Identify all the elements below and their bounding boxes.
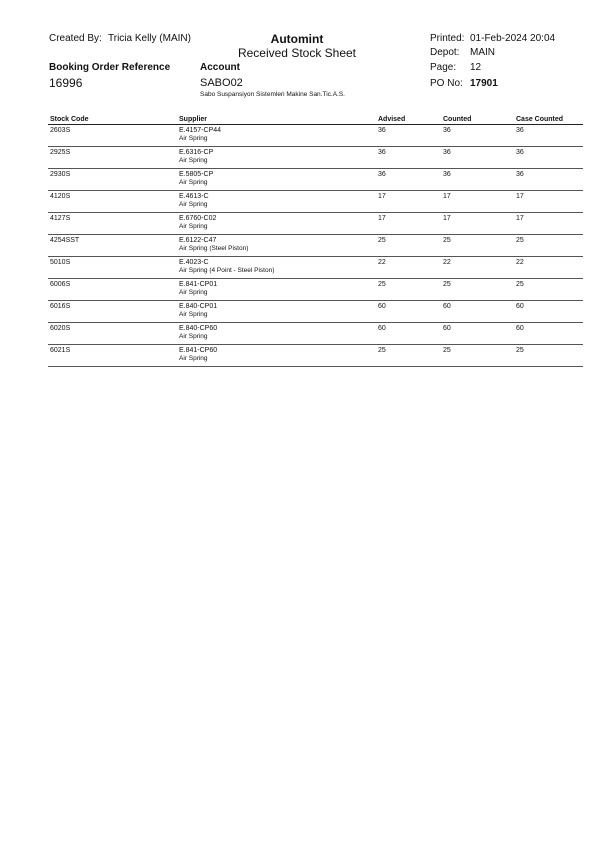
table-row [48, 323, 583, 345]
column-header-advised: Advised [376, 113, 441, 125]
account-name: Sabo Suspansiyon Sistemleri Makine San.Tic.A.S. [200, 91, 345, 98]
advised-qty-cell [376, 191, 441, 213]
stock-code-cell [48, 147, 177, 169]
booking-ref-label: Booking Order Reference [49, 62, 171, 73]
counted-qty-cell [441, 169, 514, 191]
created-by-label: Created By: [49, 33, 102, 44]
supplier-code: E.4157-CP44 [179, 127, 222, 134]
advised-qty-cell [376, 169, 441, 191]
stock-code: 6020S [50, 325, 71, 332]
booking-ref-value: 16996 [49, 76, 83, 90]
counted-qty-cell [441, 279, 514, 301]
item-description: Air Spring [179, 135, 208, 142]
table-header-row [48, 113, 583, 125]
page-label: Page: [430, 62, 457, 73]
company-name: Automint [270, 32, 324, 46]
case-counted-qty-cell [514, 345, 583, 367]
supplier-code: E.6316-CP [179, 149, 214, 156]
counted-qty-cell [441, 345, 514, 367]
table-row [48, 191, 583, 213]
table-row [48, 279, 583, 301]
case-counted-qty: 25 [516, 281, 524, 288]
stock-code: 4127S [50, 215, 71, 222]
counted-qty: 60 [443, 325, 451, 332]
advised-qty: 36 [378, 171, 386, 178]
counted-qty-cell [441, 257, 514, 279]
advised-qty-cell [376, 345, 441, 367]
supplier-cell [177, 125, 376, 147]
advised-qty-cell [376, 235, 441, 257]
stock-code: 2930S [50, 171, 71, 178]
counted-qty-cell [441, 191, 514, 213]
supplier-cell [177, 345, 376, 367]
counted-qty: 25 [443, 237, 451, 244]
advised-qty-cell [376, 125, 441, 147]
supplier-cell [177, 147, 376, 169]
advised-qty: 36 [378, 127, 386, 134]
counted-qty: 36 [443, 149, 451, 156]
counted-qty: 60 [443, 303, 451, 310]
counted-qty: 36 [443, 127, 451, 134]
supplier-code: E.6760-C02 [179, 215, 217, 222]
advised-qty: 17 [378, 193, 386, 200]
case-counted-qty: 36 [516, 171, 524, 178]
stock-table [48, 113, 583, 367]
created-by-value: Tricia Kelly (MAIN) [108, 33, 191, 44]
advised-qty-cell [376, 147, 441, 169]
case-counted-qty: 25 [516, 237, 524, 244]
supplier-cell [177, 323, 376, 345]
table-row [48, 257, 583, 279]
stock-code-cell [48, 169, 177, 191]
advised-qty-cell [376, 279, 441, 301]
stock-code-cell [48, 235, 177, 257]
case-counted-qty-cell [514, 323, 583, 345]
counted-qty-cell [441, 323, 514, 345]
stock-code: 4254SST [50, 237, 80, 244]
stock-code: 6021S [50, 347, 71, 354]
advised-qty-cell [376, 213, 441, 235]
item-description: Air Spring [179, 355, 208, 362]
page-number: 12 [470, 62, 482, 73]
stock-code-cell [48, 323, 177, 345]
case-counted-qty: 36 [516, 127, 524, 134]
counted-qty: 25 [443, 281, 451, 288]
supplier-code: E.4613-C [179, 193, 209, 200]
depot-value: MAIN [470, 47, 495, 58]
supplier-cell [177, 169, 376, 191]
advised-qty: 25 [378, 281, 386, 288]
account-label: Account [200, 62, 240, 73]
counted-qty: 17 [443, 215, 451, 222]
item-description: Air Spring [179, 311, 208, 318]
case-counted-qty: 17 [516, 193, 524, 200]
table-row [48, 345, 583, 367]
counted-qty-cell [441, 301, 514, 323]
case-counted-qty-cell [514, 279, 583, 301]
case-counted-qty: 60 [516, 303, 524, 310]
counted-qty-cell [441, 147, 514, 169]
case-counted-qty-cell [514, 235, 583, 257]
advised-qty: 36 [378, 149, 386, 156]
case-counted-qty: 22 [516, 259, 524, 266]
stock-code: 2925S [50, 149, 71, 156]
stock-code-cell [48, 125, 177, 147]
table-row [48, 169, 583, 191]
supplier-code: E.4023-C [179, 259, 209, 266]
item-description: Air Spring [179, 157, 208, 164]
table-row [48, 125, 583, 147]
column-header-stock-code: Stock Code [48, 113, 177, 125]
item-description: Air Spring [179, 201, 208, 208]
case-counted-qty-cell [514, 125, 583, 147]
advised-qty-cell [376, 323, 441, 345]
item-description: Air Spring (4 Point - Steel Piston) [179, 267, 275, 274]
po-label: PO No: [430, 78, 463, 89]
stock-code-cell [48, 279, 177, 301]
case-counted-qty-cell [514, 191, 583, 213]
account-code: SABO02 [200, 77, 243, 89]
advised-qty: 22 [378, 259, 386, 266]
depot-label: Depot: [430, 47, 460, 58]
counted-qty: 25 [443, 347, 451, 354]
printed-value: 01-Feb-2024 20:04 [470, 33, 556, 44]
advised-qty: 25 [378, 347, 386, 354]
item-description: Air Spring [179, 179, 208, 186]
case-counted-qty: 17 [516, 215, 524, 222]
supplier-cell [177, 213, 376, 235]
case-counted-qty: 60 [516, 325, 524, 332]
item-description: Air Spring [179, 223, 208, 230]
column-header-counted: Counted [441, 113, 514, 125]
advised-qty: 25 [378, 237, 386, 244]
case-counted-qty-cell [514, 257, 583, 279]
advised-qty-cell [376, 301, 441, 323]
stock-code-cell [48, 213, 177, 235]
advised-qty: 60 [378, 325, 386, 332]
report-title: Received Stock Sheet [237, 46, 357, 60]
column-header-supplier: Supplier [177, 113, 376, 125]
supplier-code: E.840-CP01 [179, 303, 218, 310]
item-description: Air Spring [179, 289, 208, 296]
counted-qty-cell [441, 213, 514, 235]
stock-code-cell [48, 257, 177, 279]
advised-qty: 17 [378, 215, 386, 222]
stock-code: 6006S [50, 281, 71, 288]
supplier-code: E.841-CP01 [179, 281, 218, 288]
supplier-code: E.6122-C47 [179, 237, 217, 244]
stock-code-cell [48, 191, 177, 213]
advised-qty-cell [376, 257, 441, 279]
supplier-cell [177, 191, 376, 213]
supplier-cell [177, 301, 376, 323]
case-counted-qty-cell [514, 301, 583, 323]
case-counted-qty-cell [514, 169, 583, 191]
case-counted-qty-cell [514, 147, 583, 169]
supplier-code: E.840-CP60 [179, 325, 218, 332]
table-row [48, 235, 583, 257]
table-row [48, 213, 583, 235]
stock-code-cell [48, 301, 177, 323]
supplier-cell [177, 279, 376, 301]
stock-code-cell [48, 345, 177, 367]
case-counted-qty: 36 [516, 149, 524, 156]
stock-code: 2603S [50, 127, 71, 134]
printed-label: Printed: [430, 33, 465, 44]
case-counted-qty: 25 [516, 347, 524, 354]
case-counted-qty-cell [514, 213, 583, 235]
counted-qty: 17 [443, 193, 451, 200]
counted-qty: 22 [443, 259, 451, 266]
advised-qty: 60 [378, 303, 386, 310]
stock-code: 4120S [50, 193, 71, 200]
supplier-code: E.5805-CP [179, 171, 214, 178]
counted-qty: 36 [443, 171, 451, 178]
supplier-cell [177, 257, 376, 279]
item-description: Air Spring [179, 333, 208, 340]
supplier-code: E.841-CP60 [179, 347, 218, 354]
column-header-case-counted: Case Counted [514, 113, 583, 125]
counted-qty-cell [441, 125, 514, 147]
stock-code: 6016S [50, 303, 71, 310]
counted-qty-cell [441, 235, 514, 257]
stock-code: 5010S [50, 259, 71, 266]
item-description: Air Spring (Steel Piston) [179, 245, 249, 252]
po-number: 17901 [470, 78, 498, 89]
table-row [48, 301, 583, 323]
table-row [48, 147, 583, 169]
supplier-cell [177, 235, 376, 257]
